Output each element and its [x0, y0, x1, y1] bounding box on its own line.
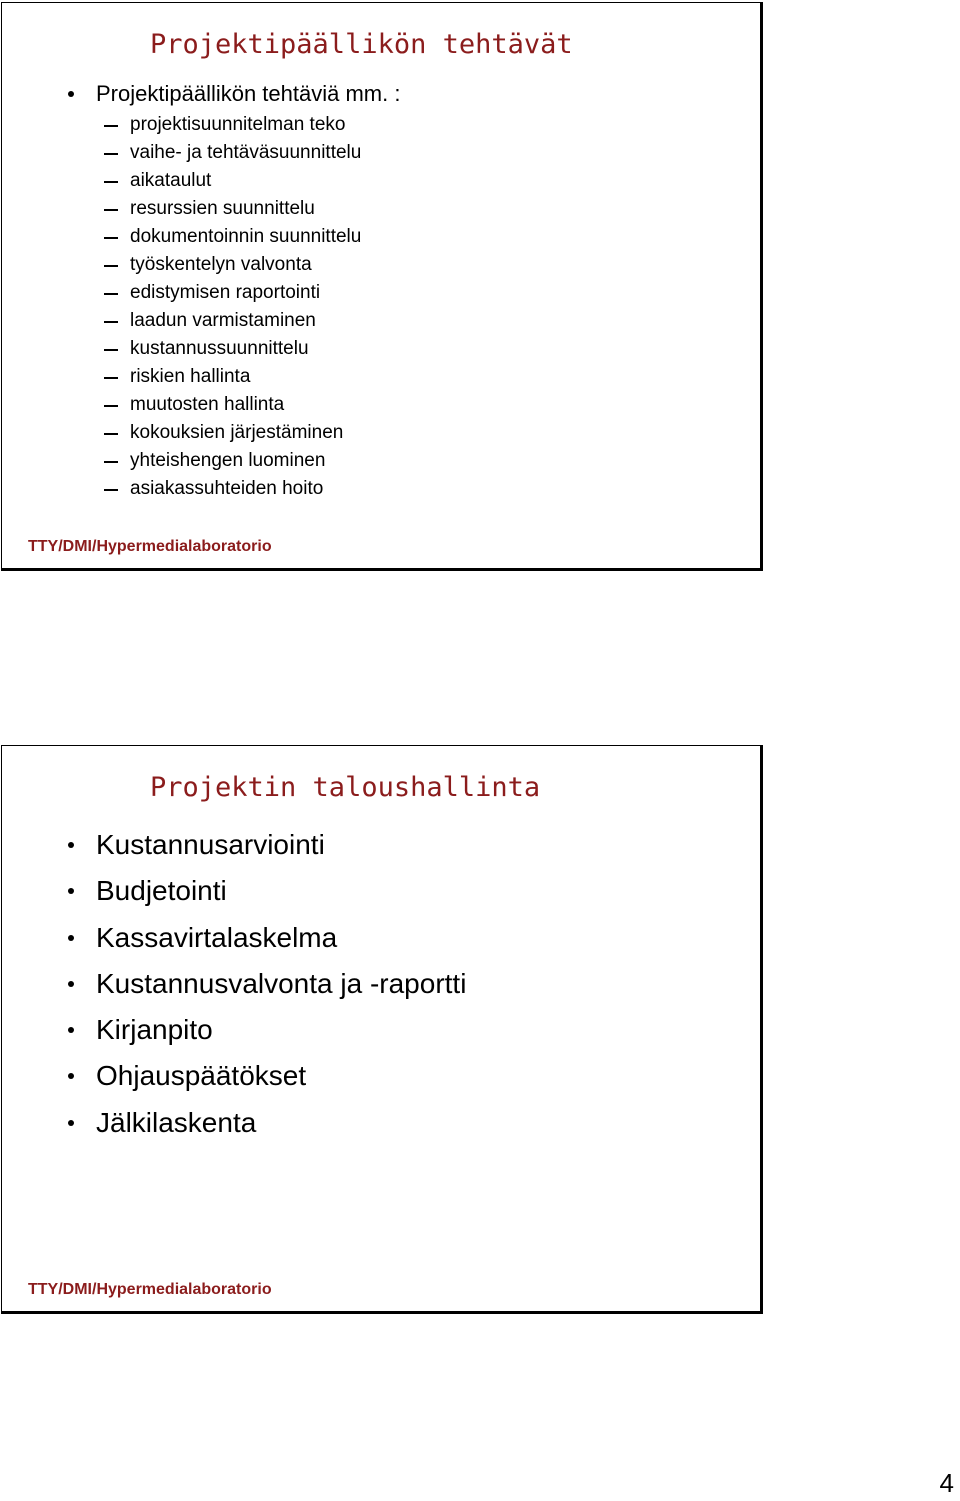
list-item — [104, 335, 361, 363]
sub-item-text: kokouksien järjestäminen — [130, 422, 344, 443]
dash-icon — [104, 377, 118, 379]
sub-item-text: työskentelyn valvonta — [130, 254, 312, 275]
list-item — [104, 251, 361, 279]
page-number: 4 — [939, 1468, 954, 1498]
sub-item-text: laadun varmistaminen — [130, 310, 316, 331]
list-item — [68, 868, 466, 914]
bullet-text: Kirjanpito — [96, 1014, 213, 1046]
bullet-dot-icon — [68, 1073, 74, 1079]
list-item — [68, 961, 466, 1007]
bullet-dot-icon — [68, 935, 74, 941]
list-item — [104, 279, 361, 307]
bullet-dot-icon — [68, 1027, 74, 1033]
bullet-dot-icon — [68, 842, 74, 848]
list-item — [68, 1053, 466, 1099]
sub-item-text: yhteishengen luominen — [130, 450, 326, 471]
bullet-dot-icon — [68, 981, 74, 987]
slide-footer: TTY/DMI/Hypermedialaboratorio — [28, 538, 272, 555]
list-item — [104, 111, 361, 139]
bullet-dot-icon — [68, 1120, 74, 1126]
dash-icon — [104, 125, 118, 127]
sub-item-text: edistymisen raportointi — [130, 282, 321, 303]
list-item — [104, 223, 361, 251]
dash-icon — [104, 405, 118, 407]
dash-icon — [104, 265, 118, 267]
dash-icon — [104, 461, 118, 463]
list-item — [68, 79, 400, 109]
bullet-text: Jälkilaskenta — [96, 1106, 257, 1138]
list-item — [104, 363, 361, 391]
bullet-text: Budjetointi — [96, 875, 227, 907]
dash-icon — [104, 181, 118, 183]
dash-icon — [104, 153, 118, 155]
list-item — [104, 139, 361, 167]
sub-item-text: asiakassuhteiden hoito — [130, 478, 324, 499]
slide-title: Projektipäällikön tehtävät — [150, 29, 573, 60]
bullet-text: Kustannusarviointi — [96, 829, 325, 860]
list-item — [68, 822, 466, 868]
dash-icon — [104, 293, 118, 295]
list-item — [104, 167, 361, 195]
sub-item-text: kustannussuunnittelu — [130, 338, 309, 359]
bullet-text: Kustannusvalvonta ja -raportti — [96, 967, 467, 999]
list-item — [104, 475, 361, 503]
sub-item-text: riskien hallinta — [130, 366, 251, 387]
list-item — [104, 391, 361, 419]
slide-title: Projektin taloushallinta — [150, 772, 541, 803]
dash-icon — [104, 433, 118, 435]
list-item — [104, 419, 361, 447]
slide-project-manager-tasks — [1, 2, 763, 571]
main-bullet-list — [68, 822, 466, 1146]
bullet-text: Kassavirtalaskelma — [96, 921, 338, 953]
main-bullet-list — [68, 79, 400, 109]
slide-project-financial-management — [1, 745, 763, 1314]
dash-icon — [104, 489, 118, 491]
bullet-text: Ohjauspäätökset — [96, 1060, 307, 1092]
sub-item-text: aikataulut — [130, 170, 212, 191]
slide-footer: TTY/DMI/Hypermedialaboratorio — [28, 1281, 272, 1298]
list-item — [68, 915, 466, 961]
sub-item-text: resurssien suunnittelu — [130, 198, 315, 219]
list-item — [68, 1100, 466, 1146]
sub-item-text: projektisuunnitelman teko — [130, 114, 346, 135]
sub-item-text: dokumentoinnin suunnittelu — [130, 226, 362, 247]
bullet-dot-icon — [68, 888, 74, 894]
list-item — [104, 307, 361, 335]
bullet-text: Projektipäällikön tehtäviä mm. : — [96, 81, 401, 106]
list-item — [68, 1007, 466, 1053]
dash-icon — [104, 349, 118, 351]
dash-icon — [104, 237, 118, 239]
list-item — [104, 447, 361, 475]
dash-icon — [104, 321, 118, 323]
list-item — [104, 195, 361, 223]
sub-bullet-list — [104, 111, 361, 503]
dash-icon — [104, 209, 118, 211]
sub-item-text: vaihe- ja tehtäväsuunnittelu — [130, 142, 362, 163]
sub-item-text: muutosten hallinta — [130, 394, 285, 415]
bullet-dot-icon — [68, 91, 74, 97]
